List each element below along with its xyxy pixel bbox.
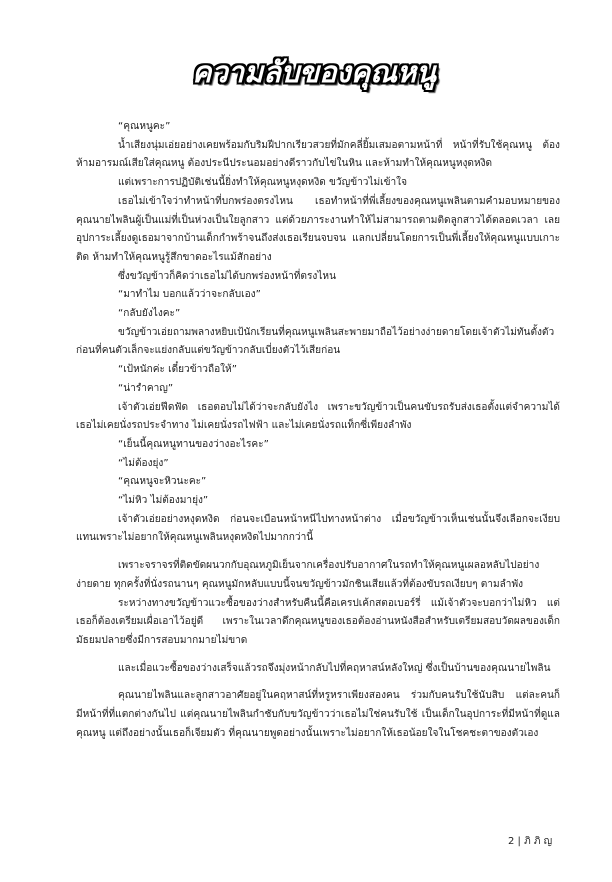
paragraph: “ไม่ต้องยุ่ง” [118, 457, 169, 469]
paragraph: “คุณหนูคะ” [118, 121, 171, 132]
paragraph: เจ้าตัวเอ่ยอย่างหงุดหงิด ก่อนจะเบือนหน้าหนีไปทางหน้าต่าง เมื่อขวัญข้าวเห็นเช่นนั้นจึงเลือกจะเงียบแทนเพราะไม่อยากให้คุณหนูเพลินหงุดหงิดไปมากกว่านี้ [76, 513, 560, 544]
paragraph: ขวัญข้าวเอ่ยถามพลางหยิบเป้นักเรียนที่คุณหนูเพลินสะพายมาถือไว้อย่างง่ายดายโดยเจ้าตัวไม่ทันตั้งตัว ก่อนที่คนตัวเล็กจะแย่งกลับแต่ขวัญข้าวกลับเบี่ยงตัวไว้เสียก่อน [76, 326, 555, 357]
paragraph: “คุณหนูจะหิวนะคะ” [118, 476, 207, 488]
paragraph: คุณนายไพลินและลูกสาวอาศัยอยู่ในคฤหาสน์ที่หรูหราเพียงสองคน ร่วมกับคนรับใช้นับสิบ แต่ละคนก็มีหน้าที่ที่แตกต่างกันไป แต่คุณนายไพลินกำชับกับขวัญข้าวว่าเธอไม่ใช่คนรับใช้ เป็นเด็กในอุปการะที่มีหน้าที่ดูแลคุณหนู แต่ถึงอย่างนั้นเธอก็เจียมตัว ที่คุณนายพูดอย่างนั้นเพราะไม่อยากให้เธอน้อยใจในโชคชะตาของตัวเอง [76, 690, 560, 739]
paragraph: ซึ่งขวัญข้าวก็คิดว่าเธอไม่ได้บกพร่องหน้าที่ตรงไหน [118, 270, 336, 282]
paragraph: และเมื่อแวะซื้อของว่างเสร็จแล้วรถจึงมุ่งหน้ากลับไปที่คฤหาสน์หลังใหญ่ ซึ่งเป็นบ้านของคุณนายไพลิน [118, 662, 551, 674]
paragraph: “เป้หนักค่ะ เดี๋ยวข้าวถือให้” [118, 364, 237, 376]
page-title: ความลับของคุณหนู [192, 55, 436, 89]
document-body [76, 118, 560, 744]
paragraph: “ไม่หิว ไม่ต้องมายุ่ง” [118, 495, 209, 507]
paragraph: “เย็นนี้คุณหนูทานของว่างอะไรคะ” [118, 438, 269, 450]
paragraph: เธอไม่เข้าใจว่าทำหน้าที่บกพร่องตรงไหน เธอทำหน้าที่พี่เลี้ยงของคุณหนูเพลินตามคำมอบหมายของคุณนายไพลินผู้เป็นแม่ที่เป็นห่วงเป็นใยลูกสาว แต่ด้วยภาระงานทำให้ไม่สามารถตามติดลูกสาวได้ตลอดเวลา เลยอุปการะเลี้ยงดูเธอมาจากบ้านเด็กกำพร้าจนถึงส่งเธอเรียนจบจน แลกเปลี่ยนโดยการเป็นพี่เลี้ยงให้คุณหนูแบบเกาะติด ห้ามทำให้คุณหนูรู้สึกขาดอะไรแม้สักอย่าง [76, 195, 560, 263]
paragraph: แต่เพราะการปฏิบัติเช่นนี้ยิ่งทำให้คุณหนูหงุดหงิด ขวัญข้าวไม่เข้าใจ [118, 177, 408, 189]
page-footer: 2 | ภิ ภิ ญ [508, 836, 553, 847]
paragraph: “กลับยังไงคะ” [118, 308, 181, 320]
paragraph: ระหว่างทางขวัญข้าวแวะซื้อของว่างสำหรับคืนนี้คือเครปเค้กสตอเบอร์รี่ แม้เจ้าตัวจะบอกว่าไม่หิว แต่เธอก็ต้องเตรียมเผื่อเอาไว้อยู่ดี เพราะในเวลาดึกคุณหนูของเธอต้องอ่านหนังสือสำหรับเตรียมสอบวัดผลของเด็กมัธยมปลายซึ่งมีการสอบมากมายไม่ขาด [76, 597, 560, 646]
paragraph: น้ำเสียงนุ่มเอ่ยอย่างเคยพร้อมกับริมฝีปากเรียวสวยที่มักคลี่ยิ้มเสมอตามหน้าที่ หน้าที่รับใช้คุณหนู ต้องห้ามอารมณ์เสียใส่คุณหนู ต้องประนีประนอมอย่างดีราวกับไข่ในหิน และห้ามทำให้คุณหนูหงุดหงิด [76, 139, 560, 170]
paragraph: “น่ารำคาญ” [118, 382, 174, 394]
title-banner [192, 44, 436, 100]
paragraph: เจ้าตัวเอ่ยฟึดฟัด เธอตอบไม่ได้ว่าจะกลับยังไง เพราะขวัญข้าวเป็นคนขับรถรับส่งเธอตั้งแต่จำความได้ เธอไม่เคยนั่งรถประจำทาง ไม่เคยนั่งรถไฟฟ้า และไม่เคยนั่งรถแท็กซี่เพียงลำพัง [76, 401, 560, 432]
paragraph: เพราะจราจรที่ติดขัดผนวกกับอุณหภูมิเย็นจากเครื่องปรับอากาศในรถทำให้คุณหนูเผลอหลับไปอย่างง่ายดาย ทุกครั้งที่นั่งรถนานๆ คุณหนูมักหลับแบบนี้จนขวัญข้าวมักชินเสียแล้วที่ต้องขับรถเงียบๆ ตามลำพัง [76, 560, 540, 590]
paragraph: “มาทำไม บอกแล้วว่าจะกลับเอง” [118, 289, 261, 301]
